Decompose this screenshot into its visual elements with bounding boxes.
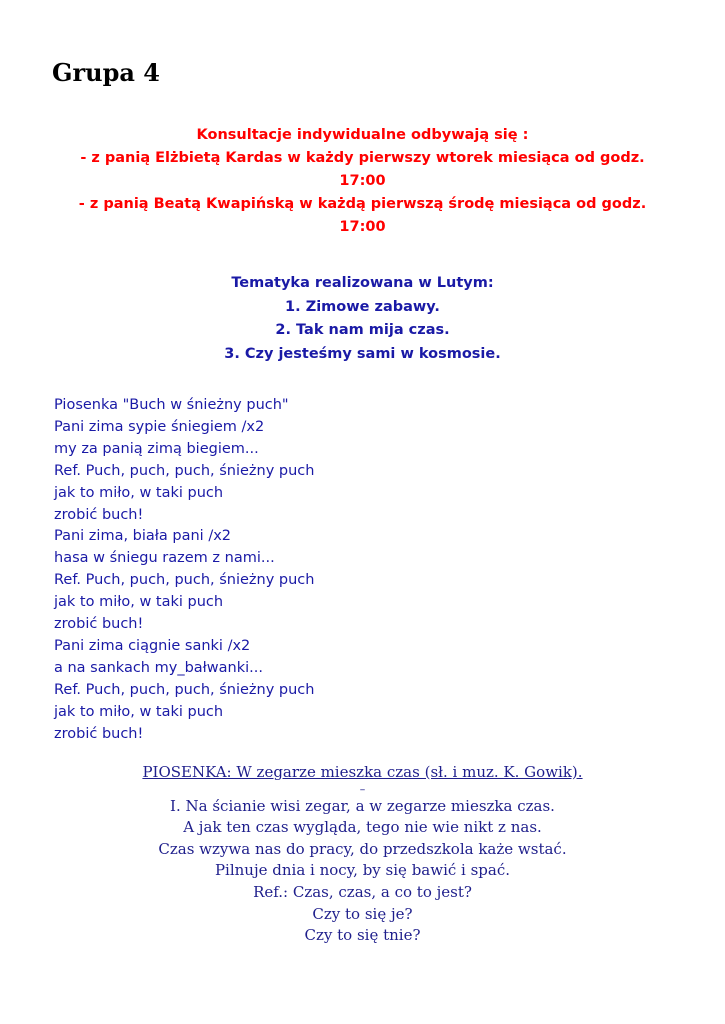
song-line: Czy to się je? <box>312 904 413 923</box>
song-line: A jak ten czas wygląda, tego nie wie nikt z nas. <box>183 818 542 837</box>
song-line: hasa w śniegu razem z nami... <box>54 550 275 567</box>
song-line: jak to miło, w taki puch <box>54 484 224 501</box>
song-line: Ref. Puch, puch, puch, śnieżny puch <box>54 462 315 479</box>
song-line: zrobić buch! <box>54 725 144 742</box>
topic-item: 2. Tak nam mija czas. <box>275 322 450 338</box>
consultations-block <box>40 124 685 239</box>
topic-item: 1. Zimowe zabawy. <box>285 298 440 315</box>
consultations-heading: Konsultacje indywidualne odbywają się : <box>196 127 529 143</box>
song-zegar-heading: PIOSENKA: W zegarze mieszka czas (sł. i muz. K. Gowik). <box>142 763 583 781</box>
song-line: Czas wzywa nas do pracy, do przedszkola każe wstać. <box>158 839 567 858</box>
topics-block <box>40 272 685 366</box>
song-line: jak to miło, w taki puch <box>54 703 224 720</box>
song-zegar-dash: – <box>359 782 366 796</box>
song-line: Pani zima sypie śniegiem /x2 <box>54 418 265 435</box>
page-title: Grupa 4 <box>52 58 160 87</box>
song-line: Piosenka "Buch w śnieżny puch" <box>54 397 289 413</box>
consultations-line-2: - z panią Beatą Kwapińską w każdą pierwszą środę miesiąca od godz. <box>78 196 647 212</box>
song-line: a na sankach my_bałwanki... <box>54 659 263 676</box>
topic-item: 3. Czy jesteśmy sami w kosmosie. <box>224 345 501 362</box>
song-line: my za panią zimą biegiem... <box>54 440 259 457</box>
song-line: zrobić buch! <box>54 616 144 633</box>
song-line: Pilnuje dnia i nocy, by się bawić i spać. <box>214 861 511 880</box>
song-line: zrobić buch! <box>54 506 144 523</box>
song-line: jak to miło, w taki puch <box>54 594 224 611</box>
consultations-time-1: 17:00 <box>339 173 386 189</box>
song-line: I. Na ścianie wisi zegar, a w zegarze mieszka czas. <box>170 796 555 815</box>
song-line: Ref.: Czas, czas, a co to jest? <box>253 882 472 901</box>
consultations-time-2: 17:00 <box>339 219 386 235</box>
song-line: Pani zima ciągnie sanki /x2 <box>54 637 251 654</box>
song-line: Czy to się tnie? <box>304 926 421 945</box>
consultations-line-1: - z panią Elżbietą Kardas w każdy pierwszy wtorek miesiąca od godz. <box>80 150 645 166</box>
song-buch-lyrics <box>54 395 314 746</box>
song-line: Ref. Puch, puch, puch, śnieżny puch <box>54 572 315 589</box>
song-line: Ref. Puch, puch, puch, śnieżny puch <box>54 681 315 698</box>
song-line: Pani zima, biała pani /x2 <box>54 528 232 545</box>
topics-heading: Tematyka realizowana w Lutym: <box>231 275 494 291</box>
song-zegar-lyrics <box>40 762 685 947</box>
